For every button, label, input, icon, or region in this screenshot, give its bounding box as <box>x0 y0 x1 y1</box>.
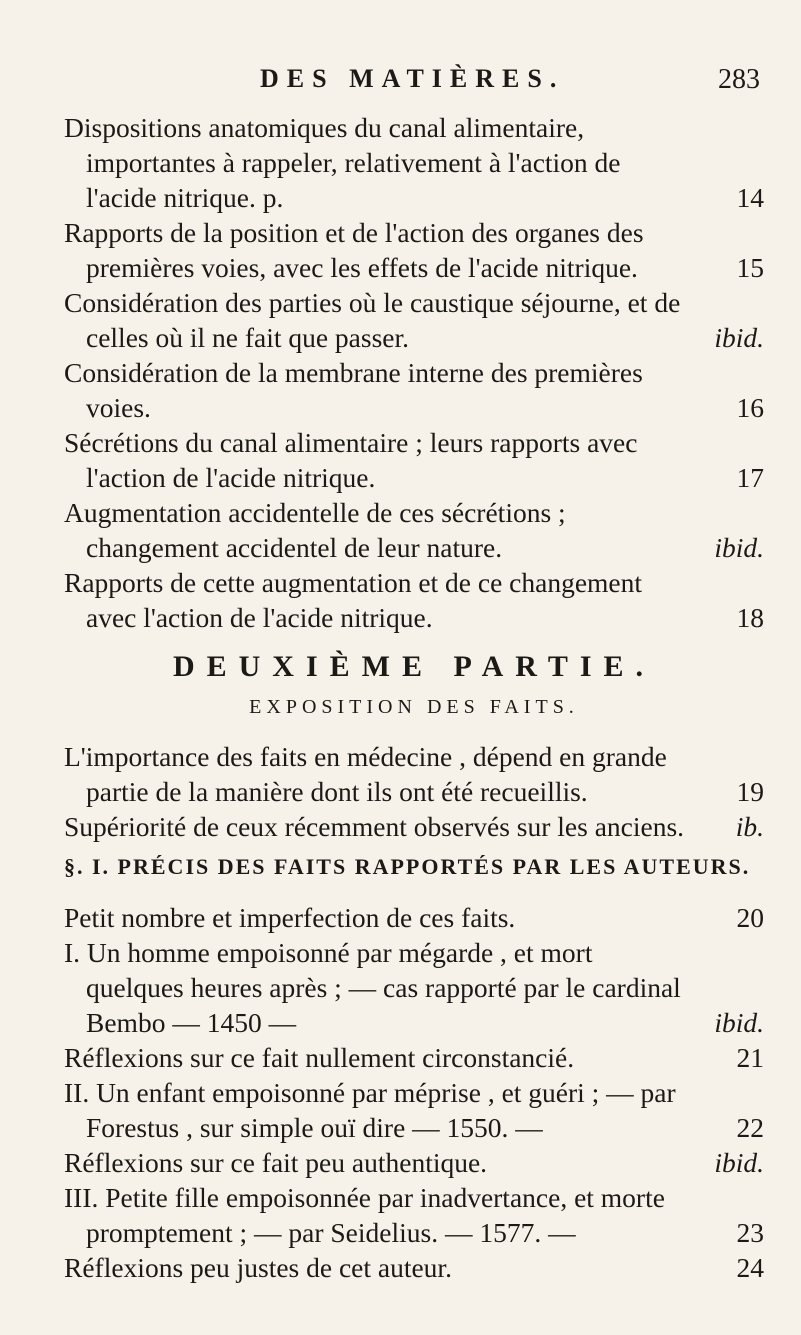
toc-entry-page: 23 <box>736 1217 764 1248</box>
entries-part-one <box>64 110 764 635</box>
toc-entry <box>64 565 764 635</box>
toc-entry-page: ib. <box>735 811 764 842</box>
toc-entry-page: ibid. <box>714 322 764 353</box>
toc-entry <box>64 809 764 844</box>
toc-entry-text: Rapports de la position et de l'action des organes des premières voies, avec les effets de l'acide nitrique. <box>64 217 644 283</box>
toc-entry <box>64 495 764 565</box>
toc-entry-page: 22 <box>736 1112 764 1143</box>
toc-entry-page: 17 <box>736 462 764 493</box>
toc-entry-text: Dispositions anatomiques du canal alimentaire, importantes à rappeler, relativement à l'action de l'acide nitrique. p. <box>64 112 621 213</box>
toc-entry-text: Considération de la membrane interne des premières voies. <box>64 357 643 423</box>
toc-entry-text: L'importance des faits en médecine , dépend en grande partie de la manière dont ils ont été recueillis. <box>64 741 667 807</box>
table-of-contents <box>64 110 764 1285</box>
toc-entry <box>64 110 764 215</box>
page-number: 283 <box>718 64 760 95</box>
part-heading: DEUXIÈME PARTIE. <box>172 650 656 683</box>
toc-entry <box>64 900 764 935</box>
toc-entry <box>64 935 764 1040</box>
toc-entry-page: ibid. <box>714 1007 764 1038</box>
toc-entry-text: III. Petite fille empoisonnée par inadvertance, et morte promptement ; — par Seidelius. — 1577. — <box>64 1182 665 1248</box>
toc-entry-page: 21 <box>736 1042 764 1073</box>
toc-entry <box>64 215 764 285</box>
toc-entry-page: 15 <box>736 252 764 283</box>
toc-entry-page: 20 <box>736 902 764 933</box>
toc-entry <box>64 355 764 425</box>
toc-entry <box>64 425 764 495</box>
toc-entry-page: 14 <box>736 182 764 213</box>
toc-entry <box>64 1145 764 1180</box>
toc-entry <box>64 285 764 355</box>
toc-entry-text: Supériorité de ceux récemment observés sur les anciens. <box>64 811 685 842</box>
toc-entry-page: 24 <box>736 1252 764 1283</box>
entries-part-two-intro <box>64 739 764 844</box>
toc-entry-page: ibid. <box>714 1147 764 1178</box>
toc-entry-text: Augmentation accidentelle de ces sécrétions ; changement accidentel de leur nature. <box>64 497 566 563</box>
toc-entry-page: 19 <box>736 776 764 807</box>
toc-entry <box>64 1040 764 1075</box>
toc-entry-text: Réflexions sur ce fait nullement circonstancié. <box>64 1042 575 1073</box>
toc-entry-text: I. Un homme empoisonné par mégarde , et mort quelques heures après ; — cas rapporté par le cardinal Bembo — 1450 — <box>64 937 681 1038</box>
page-header <box>260 64 760 100</box>
toc-entry-text: Petit nombre et imperfection de ces faits. <box>64 902 516 933</box>
section-heading: §. I. PRÉCIS DES FAITS RAPPORTÉS PAR LES AUTEURS. <box>64 854 751 879</box>
toc-entry <box>64 739 764 809</box>
entries-part-two-facts <box>64 900 764 1285</box>
toc-entry-text: Réflexions sur ce fait peu authentique. <box>64 1147 488 1178</box>
toc-entry-page: 16 <box>736 392 764 423</box>
toc-entry <box>64 1180 764 1250</box>
running-title: DES MATIÈRES. <box>260 64 565 93</box>
toc-entry-page: 18 <box>736 602 764 633</box>
toc-entry-text: Considération des parties où le caustique séjourne, et de celles où il ne fait que passer. <box>64 287 681 353</box>
toc-entry-text: Réflexions peu justes de cet auteur. <box>64 1252 452 1283</box>
toc-entry-page: ibid. <box>714 532 764 563</box>
toc-entry <box>64 1075 764 1145</box>
toc-entry-text: Sécrétions du canal alimentaire ; leurs rapports avec l'action de l'acide nitrique. <box>64 427 638 493</box>
toc-entry-text: Rapports de cette augmentation et de ce changement avec l'action de l'acide nitrique. <box>64 567 643 633</box>
part-subheading: EXPOSITION DES FAITS. <box>249 696 579 718</box>
toc-entry-text: II. Un enfant empoisonné par méprise , et guéri ; — par Forestus , sur simple ouï dire — 1550. — <box>64 1077 676 1143</box>
toc-entry <box>64 1250 764 1285</box>
